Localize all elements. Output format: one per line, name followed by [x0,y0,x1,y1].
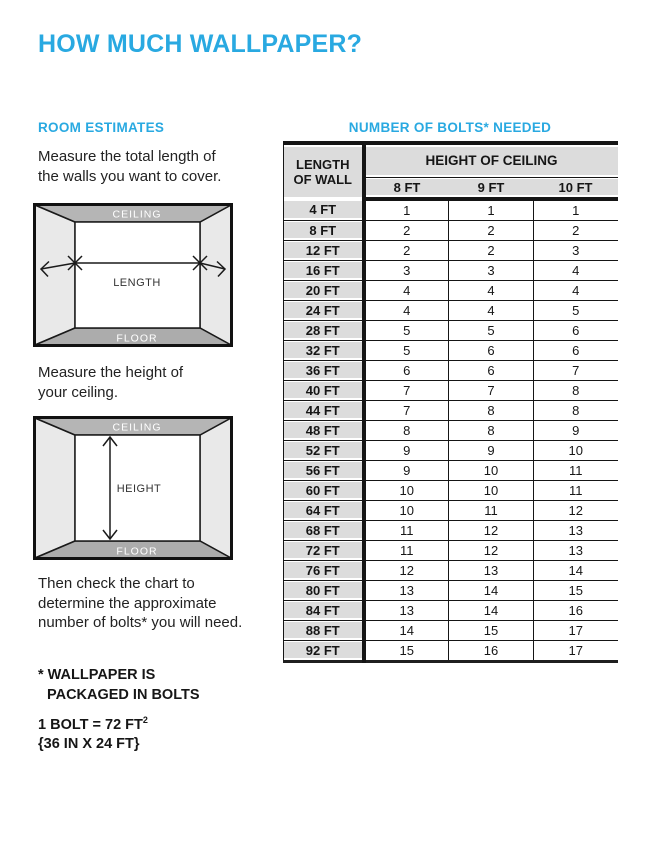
table-row [284,540,618,560]
wall-length-cell: 64 FT [284,500,364,520]
wall-length-cell: 40 FT [284,380,364,400]
bolt-count-cell: 7 [534,360,618,380]
bolt-count-cell: 11 [534,480,618,500]
bolt-count-cell: 5 [449,320,534,340]
bolt-count-cell: 14 [449,600,534,620]
table-row [284,260,618,280]
bolt-count-cell: 5 [364,340,449,360]
bolt-count-cell: 2 [449,220,534,240]
bolt-count-cell: 1 [534,199,618,221]
wall-length-cell: 56 FT [284,460,364,480]
bolt-count-cell: 11 [364,520,449,540]
bolt-count-cell: 6 [449,360,534,380]
wall-length-cell: 76 FT [284,560,364,580]
bolt-count-cell: 3 [449,260,534,280]
room-length-diagram [33,203,233,347]
wall-length-cell: 36 FT [284,360,364,380]
table-row [284,240,618,260]
table-row [284,560,618,580]
bolt-count-cell: 8 [449,420,534,440]
bolt-count-cell: 11 [534,460,618,480]
bolt-dimensions-line: {36 IN X 24 FT} [38,736,140,753]
bolt-count-cell: 11 [449,500,534,520]
left-wall-shape [35,418,75,558]
bolt-count-cell: 4 [534,280,618,300]
bolt-count-cell: 9 [364,460,449,480]
table-row [284,340,618,360]
table-row [284,600,618,620]
squared-superscript: 2 [142,715,148,725]
bolt-size-info [38,711,148,755]
wall-length-cell: 60 FT [284,480,364,500]
wallpaper-bolts-footnote: * WALLPAPER IS PACKAGED IN BOLTS [38,667,200,703]
bolt-count-cell: 14 [449,580,534,600]
wall-length-cell: 24 FT [284,300,364,320]
bolt-count-cell: 1 [364,199,449,221]
wall-length-cell: 72 FT [284,540,364,560]
table-row [284,500,618,520]
table-row [284,220,618,240]
bolt-count-cell: 9 [534,420,618,440]
bolt-count-cell: 2 [534,220,618,240]
bolt-count-cell: 12 [449,520,534,540]
bolt-count-cell: 7 [364,380,449,400]
bolt-count-cell: 14 [534,560,618,580]
table-row [284,520,618,540]
table-row [284,440,618,460]
page-title: HOW MUCH WALLPAPER? [38,30,363,58]
back-wall-shape [75,222,200,328]
check-chart-instruction: Then check the chart to determine the approximate number of bolts* you will need. [38,575,243,631]
wall-length-cell: 44 FT [284,400,364,420]
bolt-count-cell: 12 [449,540,534,560]
bolt-count-cell: 13 [364,580,449,600]
length-label: LENGTH [113,277,161,289]
bolt-count-cell: 10 [364,480,449,500]
wall-length-cell: 28 FT [284,320,364,340]
bolt-count-cell: 6 [534,320,618,340]
right-wall-shape [200,205,231,345]
table-row [284,300,618,320]
bolt-count-cell: 9 [364,440,449,460]
bolt-count-cell: 4 [534,260,618,280]
bolt-count-cell: 2 [364,240,449,260]
table-row [284,580,618,600]
bolt-count-cell: 10 [534,440,618,460]
col-header-10ft: 10 FT [534,177,618,199]
bolt-count-cell: 13 [449,560,534,580]
bolt-count-cell: 6 [364,360,449,380]
bolt-count-cell: 5 [364,320,449,340]
bolt-count-cell: 9 [449,440,534,460]
bolt-count-cell: 16 [534,600,618,620]
table-row [284,620,618,640]
table-row [284,420,618,440]
wall-length-cell: 8 FT [284,220,364,240]
right-wall-shape [200,418,231,558]
table-row [284,460,618,480]
bolt-count-cell: 13 [534,540,618,560]
wall-length-cell: 16 FT [284,260,364,280]
room-estimates-heading: ROOM ESTIMATES [38,120,165,135]
bolt-count-cell: 15 [449,620,534,640]
wall-length-cell: 20 FT [284,280,364,300]
col-header-8ft: 8 FT [364,177,449,199]
height-of-ceiling-header: HEIGHT OF CEILING [364,143,618,177]
height-label: HEIGHT [116,483,162,495]
wall-length-cell: 32 FT [284,340,364,360]
left-wall-shape [35,205,75,345]
wall-length-cell: 12 FT [284,240,364,260]
bolt-count-cell: 17 [534,620,618,640]
bolt-count-cell: 6 [534,340,618,360]
bolt-count-cell: 4 [364,280,449,300]
bolt-count-cell: 4 [449,300,534,320]
bolt-count-cell: 3 [364,260,449,280]
bolt-count-cell: 11 [364,540,449,560]
bolt-count-cell: 5 [534,300,618,320]
room-height-diagram [33,416,233,560]
bolt-count-cell: 8 [534,400,618,420]
bolt-count-cell: 12 [534,500,618,520]
table-row [284,360,618,380]
wall-length-cell: 92 FT [284,640,364,661]
measure-length-instruction: Measure the total length of the walls you want to cover. [38,148,222,185]
wall-length-cell: 4 FT [284,199,364,221]
wall-length-cell: 80 FT [284,580,364,600]
bolt-count-cell: 3 [534,240,618,260]
table-header-row-1 [284,143,618,177]
wall-length-cell: 52 FT [284,440,364,460]
bolt-count-cell: 2 [364,220,449,240]
table-row [284,320,618,340]
bolt-count-cell: 13 [534,520,618,540]
bolt-count-cell: 13 [364,600,449,620]
table-row [284,480,618,500]
bolt-count-cell: 10 [449,460,534,480]
bolt-count-cell: 8 [364,420,449,440]
table-row [284,400,618,420]
bolt-count-cell: 12 [364,560,449,580]
bolt-count-cell: 17 [534,640,618,661]
wall-length-cell: 88 FT [284,620,364,640]
bolt-count-cell: 2 [449,240,534,260]
wall-length-cell: 68 FT [284,520,364,540]
bolt-count-cell: 8 [534,380,618,400]
bolt-count-cell: 4 [364,300,449,320]
bolt-count-cell: 10 [449,480,534,500]
table-row [284,199,618,221]
bolts-table [283,141,618,663]
bolt-count-cell: 7 [449,380,534,400]
bolt-count-cell: 7 [364,400,449,420]
bolt-count-cell: 1 [449,199,534,221]
bolt-count-cell: 10 [364,500,449,520]
wall-length-cell: 84 FT [284,600,364,620]
bolt-count-cell: 6 [449,340,534,360]
floor-label: FLOOR [116,332,158,345]
bolt-count-cell: 15 [364,640,449,661]
table-row [284,280,618,300]
bolts-table-body [284,199,618,662]
measure-height-instruction: Measure the height of your ceiling. [38,364,184,401]
table-row [284,640,618,661]
ceiling-label: CEILING [112,421,162,434]
bolt-count-cell: 15 [534,580,618,600]
bolt-area-line: 1 BOLT = 72 $FT^2$ [38,715,148,733]
wall-length-cell: 48 FT [284,420,364,440]
table-row [284,380,618,400]
bolt-count-cell: 14 [364,620,449,640]
length-of-wall-header: LENGTH OF WALL [284,143,364,199]
floor-label: FLOOR [116,545,158,558]
bolt-count-cell: 4 [449,280,534,300]
bolt-count-cell: 16 [449,640,534,661]
col-header-9ft: 9 FT [449,177,534,199]
bolts-needed-heading: NUMBER OF BOLTS* NEEDED [348,120,552,135]
bolt-count-cell: 8 [449,400,534,420]
ceiling-label: CEILING [112,208,162,221]
